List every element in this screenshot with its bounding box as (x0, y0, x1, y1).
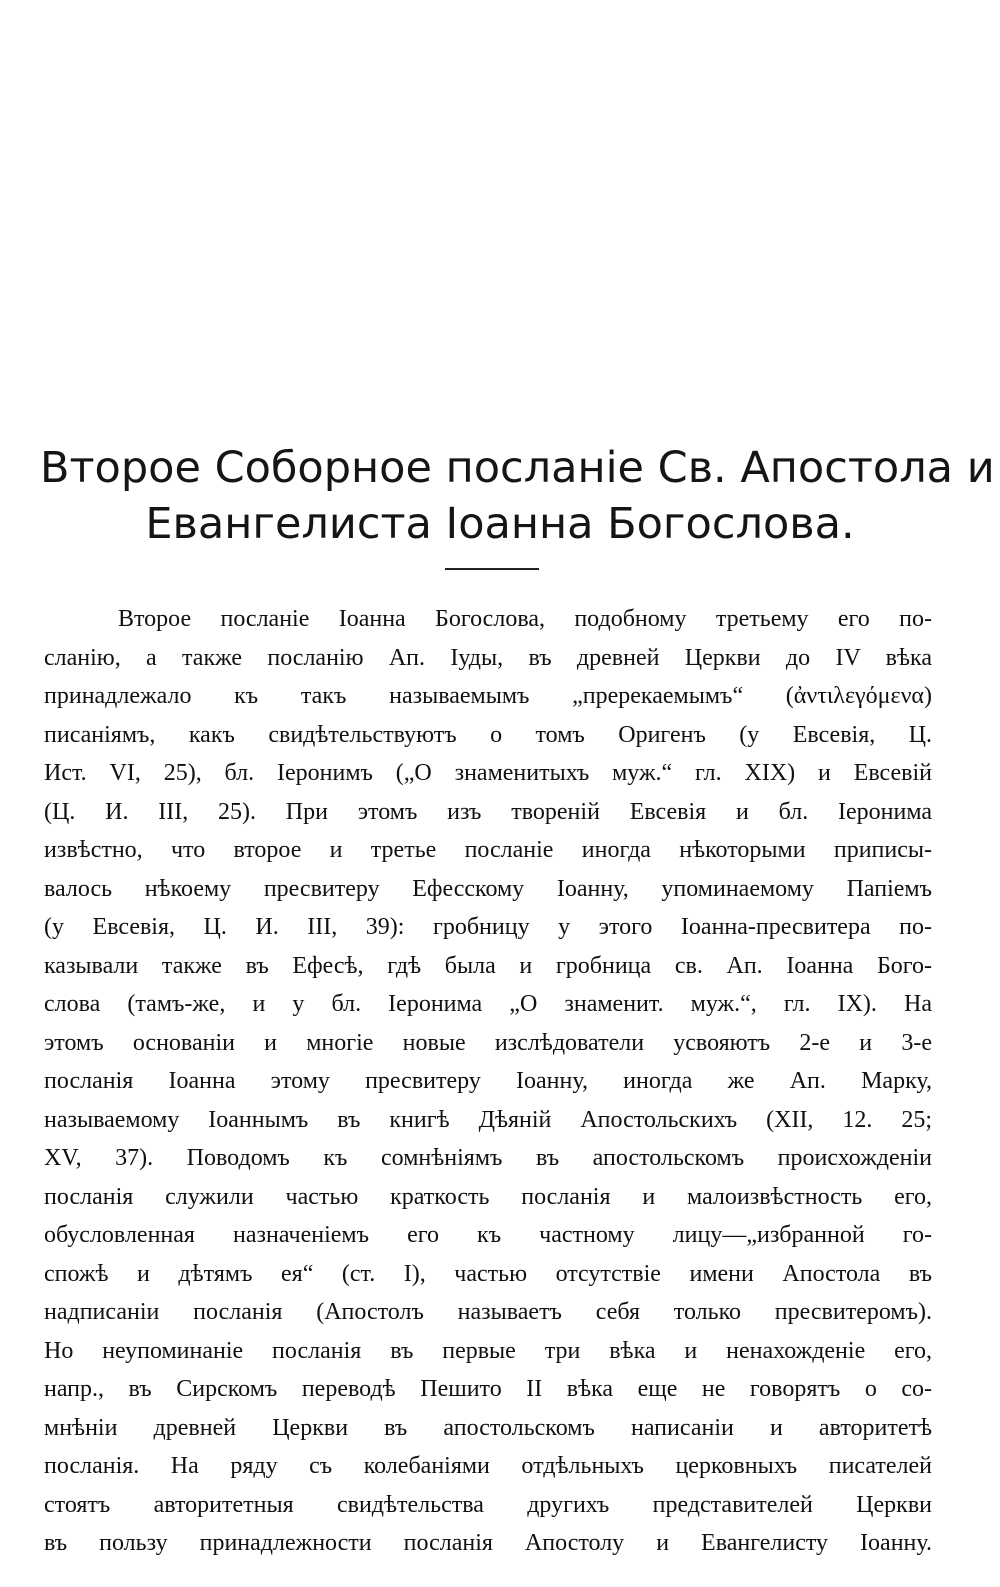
title-line: Евангелиста Іоанна Богослова. (145, 499, 855, 549)
text-line: обусловленная назначеніемъ его къ частному лицу—„избранной го- (44, 1222, 932, 1248)
text-line: надписаніи посланія (Апостолъ называетъ себя только пресвитеромъ). (44, 1299, 932, 1325)
text-line: (Ц. И. III, 25). При этомъ изъ твореній Евсевія и бл. Іеронима (44, 798, 932, 825)
text-line: стоятъ авторитетныя свидѣтельства другихъ представителей Церкви (44, 1491, 932, 1518)
text-line: этомъ основаніи и многіе новые изслѣдователи усвояютъ 2-е и 3-е (44, 1029, 932, 1056)
text-line: спожѣ и дѣтямъ ея“ (ст. I), частью отсутствіе имени Апостола въ (44, 1260, 932, 1287)
text-line: сланію, а также посланію Ап. Іуды, въ древней Церкви до IV вѣка (44, 644, 932, 671)
title-line: Второе Соборное посланіе Св. Апостола и (40, 443, 995, 493)
text-line: (у Евсевія, Ц. И. III, 39): гробницу у этого Іоанна-пресвитера по- (44, 914, 932, 940)
text-line: извѣстно, что второе и третье посланіе иногда нѣкоторыми приписы- (44, 837, 932, 863)
text-line: казывали также въ Ефесѣ, гдѣ была и гробница св. Ап. Іоанна Бого- (44, 952, 932, 979)
text-line: напр., въ Сирскомъ переводѣ Пешито II вѣка еще не говорятъ о со- (44, 1376, 932, 1402)
text-line: Второе посланіе Іоанна Богослова, подобному третьему его по- (118, 606, 932, 632)
text-line: Но неупоминаніе посланія въ первые три вѣка и ненахожденіе его, (44, 1337, 932, 1364)
title-divider (445, 568, 539, 570)
text-line: писаніямъ, какъ свидѣтельствуютъ о томъ Оригенъ (у Евсевія, Ц. (44, 721, 932, 748)
text-line: валось нѣкоему пресвитеру Ефесскому Іоанну, упоминаемому Папіемъ (44, 875, 932, 902)
text-line: посланія. На ряду съ колебаніями отдѣльныхъ церковныхъ писателей (44, 1453, 932, 1479)
text-line: мнѣніи древней Церкви въ апостольскомъ написаніи и авторитетѣ (44, 1414, 932, 1441)
text-line: XV, 37). Поводомъ къ сомнѣніямъ въ апостольскомъ происхожденіи (44, 1145, 932, 1171)
text-line: въ пользу принадлежности посланія Апостолу и Евангелисту Іоанну. (44, 1530, 932, 1556)
document-title (40, 440, 995, 552)
text-line: слова (тамъ-же, и у бл. Іеронима „О знаменит. муж.“, гл. IX). На (44, 991, 932, 1017)
text-line: принадлежало къ такъ называемымъ „пререкаемымъ“ (ἀντιλεγόμενα) (44, 683, 932, 709)
text-line: Ист. VI, 25), бл. Іеронимъ („О знаменитыхъ муж.“ гл. XIX) и Евсевій (44, 760, 932, 786)
text-line: посланія Іоанна этому пресвитеру Іоанну, иногда же Ап. Марку, (44, 1068, 932, 1094)
body-paragraph (44, 600, 932, 1563)
text-line: называемому Іоаннымъ въ книгѣ Дѣяній Апостольскихъ (XII, 12. 25; (44, 1106, 932, 1133)
text-line: посланія служили частью краткость посланія и малоизвѣстность его, (44, 1183, 932, 1210)
